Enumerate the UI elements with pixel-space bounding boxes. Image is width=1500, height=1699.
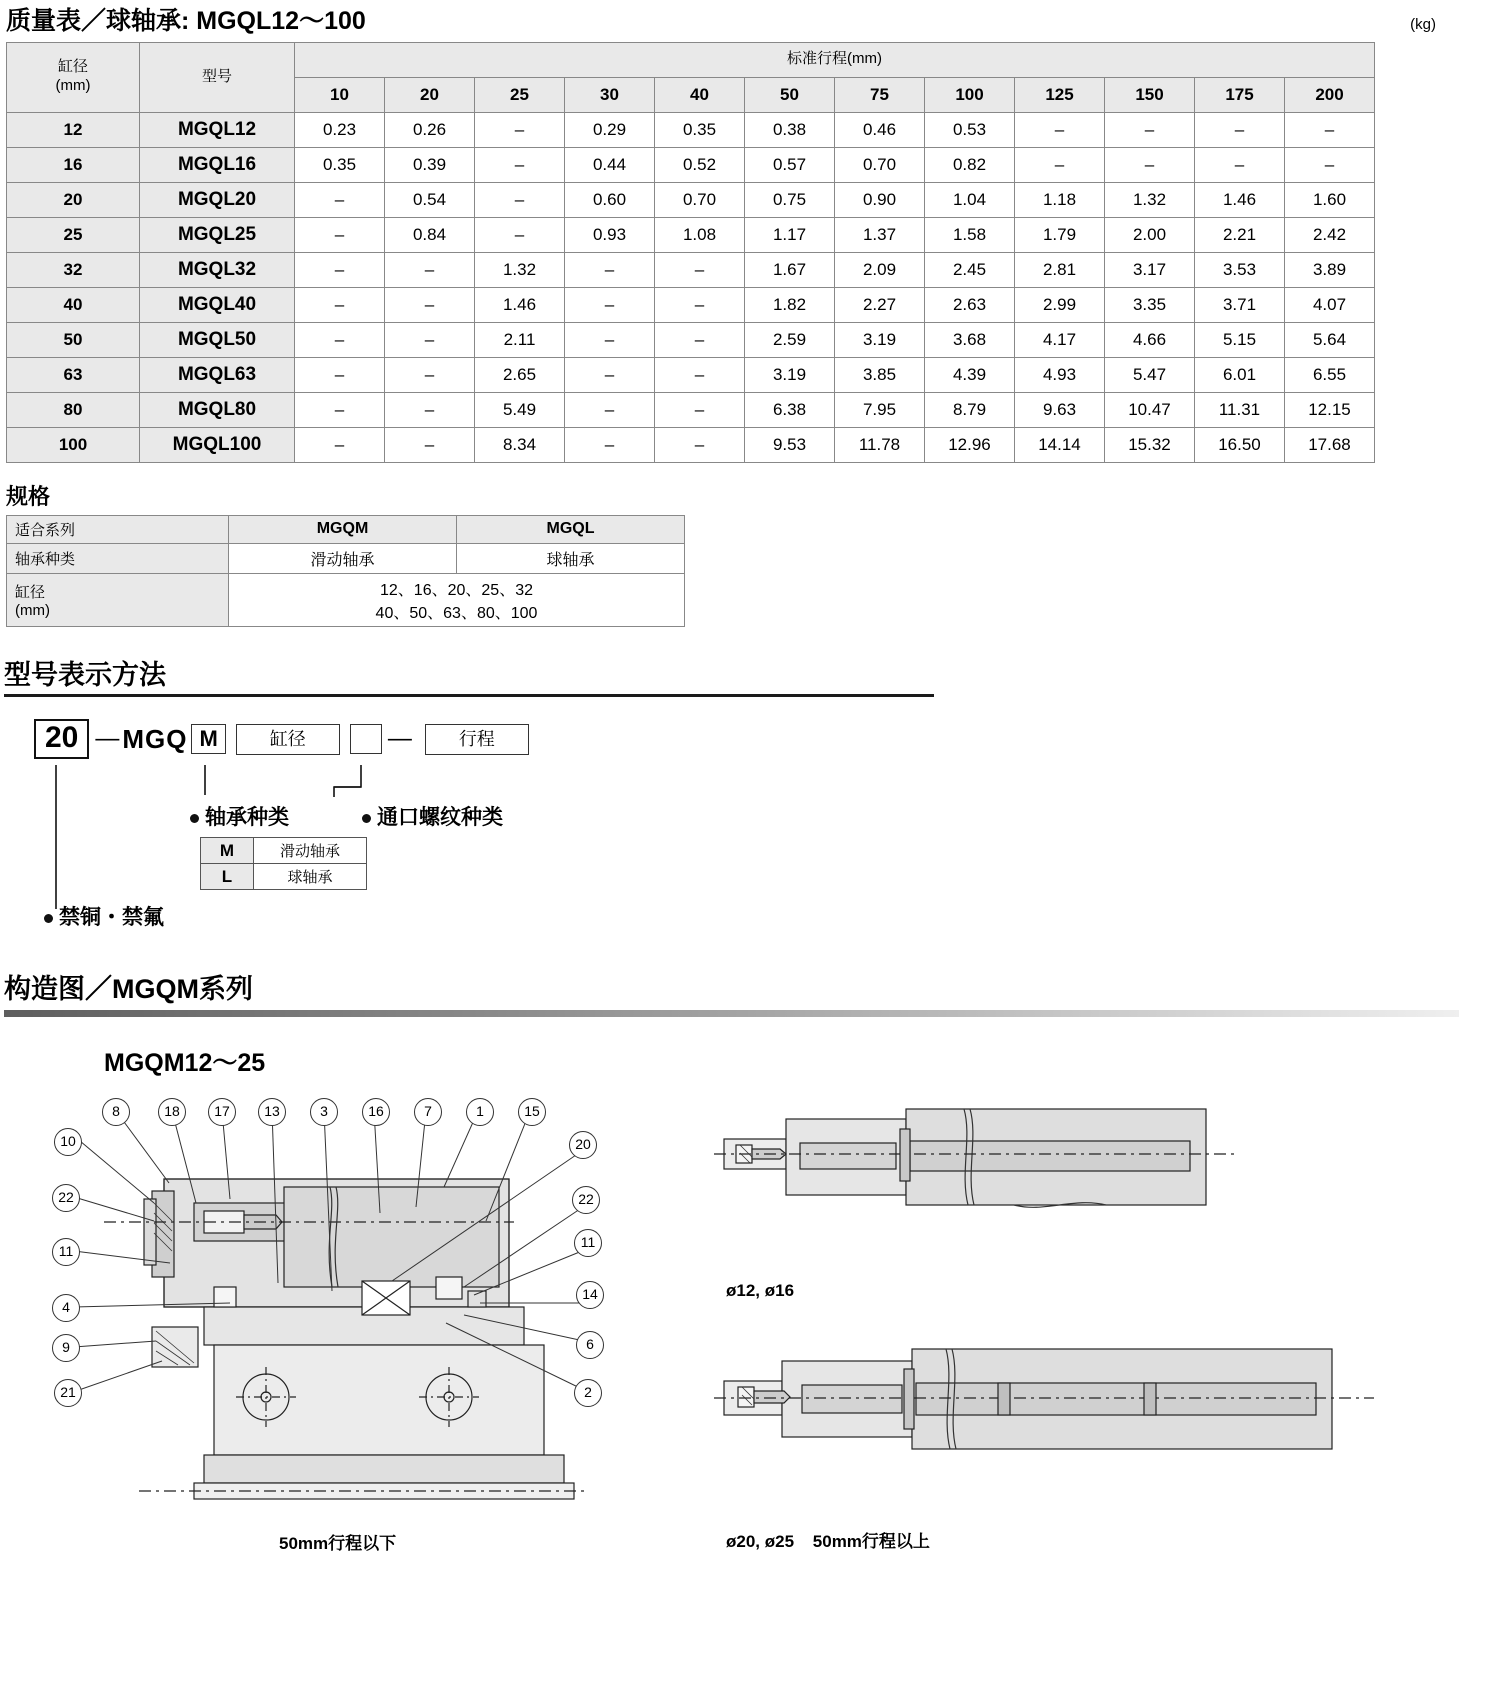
cell-mass: – bbox=[1015, 112, 1105, 147]
cell-mass: 3.53 bbox=[1195, 252, 1285, 287]
callout-16: 16 bbox=[362, 1098, 390, 1126]
cell-mass: 0.26 bbox=[385, 112, 475, 147]
cell-mass: 1.04 bbox=[925, 182, 1015, 217]
cell-mass: – bbox=[655, 252, 745, 287]
cell-mass: 6.55 bbox=[1285, 357, 1375, 392]
sub-figure-1-caption: ø12, ø16 bbox=[726, 1281, 795, 1301]
bullet-icon bbox=[44, 914, 53, 923]
cell-mass: 1.46 bbox=[1195, 182, 1285, 217]
cell-mass: 0.70 bbox=[655, 182, 745, 217]
table-row bbox=[7, 543, 685, 573]
stroke-col-10: 10 bbox=[295, 77, 385, 112]
spec-section-title: 规格 bbox=[6, 483, 51, 509]
cell-bore: 25 bbox=[7, 217, 140, 252]
cell-mass: 2.27 bbox=[835, 287, 925, 322]
bearing-type-table bbox=[200, 837, 367, 890]
cell-mass: – bbox=[1105, 147, 1195, 182]
cell-mass: 2.21 bbox=[1195, 217, 1285, 252]
bullet-icon bbox=[362, 814, 371, 823]
table-row bbox=[7, 515, 685, 543]
model-code-dash-2: — bbox=[387, 725, 412, 753]
cell-mass: 0.93 bbox=[565, 217, 655, 252]
main-figure-caption: 50mm行程以下 bbox=[279, 1534, 397, 1554]
cell-mass: – bbox=[565, 322, 655, 357]
cell-mass: 1.82 bbox=[745, 287, 835, 322]
sub-figure-2-caption: ø20, ø25 50mm行程以上 bbox=[726, 1532, 930, 1552]
cell-mass: – bbox=[655, 322, 745, 357]
table-row bbox=[7, 427, 1375, 462]
cell-mass: 2.63 bbox=[925, 287, 1015, 322]
label-no-copper-no-fluorine: 禁铜・禁氟 bbox=[44, 901, 164, 931]
cell-mass: – bbox=[385, 392, 475, 427]
cell-mass: – bbox=[565, 252, 655, 287]
stroke-col-125: 125 bbox=[1015, 77, 1105, 112]
spec-series-mgqm: MGQM bbox=[229, 515, 457, 543]
cell-mass: 3.71 bbox=[1195, 287, 1285, 322]
cell-mass: – bbox=[475, 112, 565, 147]
cell-mass: 0.52 bbox=[655, 147, 745, 182]
cell-mass: 3.19 bbox=[835, 322, 925, 357]
stroke-col-200: 200 bbox=[1285, 77, 1375, 112]
cell-mass: 4.93 bbox=[1015, 357, 1105, 392]
bearing-value-l: 球轴承 bbox=[254, 864, 367, 890]
cell-mass: 2.42 bbox=[1285, 217, 1375, 252]
cell-mass: 4.07 bbox=[1285, 287, 1375, 322]
table-row bbox=[7, 392, 1375, 427]
cell-mass: – bbox=[295, 252, 385, 287]
cell-mass: – bbox=[565, 392, 655, 427]
cell-mass: 5.47 bbox=[1105, 357, 1195, 392]
model-code-diagram bbox=[4, 719, 934, 949]
sub-figure-2-drawing bbox=[714, 1341, 1394, 1511]
table-row bbox=[7, 182, 1375, 217]
spec-bore-values: 12、16、20、25、32 40、50、63、80、100 bbox=[229, 573, 685, 626]
cell-mass: 2.00 bbox=[1105, 217, 1195, 252]
cell-mass: 9.53 bbox=[745, 427, 835, 462]
divider bbox=[4, 694, 934, 697]
callout-8: 8 bbox=[102, 1098, 130, 1126]
table-row bbox=[7, 252, 1375, 287]
callout-11-left: 11 bbox=[52, 1238, 80, 1266]
col-header-bore: 缸径 (mm) bbox=[7, 42, 140, 112]
cell-mass: 3.35 bbox=[1105, 287, 1195, 322]
stroke-col-75: 75 bbox=[835, 77, 925, 112]
cell-mass: 1.60 bbox=[1285, 182, 1375, 217]
callout-6: 6 bbox=[576, 1331, 604, 1359]
cell-mass: – bbox=[655, 392, 745, 427]
cell-mass: 0.46 bbox=[835, 112, 925, 147]
cell-mass: – bbox=[1015, 147, 1105, 182]
cell-mass: 16.50 bbox=[1195, 427, 1285, 462]
cell-bore: 20 bbox=[7, 182, 140, 217]
divider-gradient bbox=[4, 1010, 1459, 1017]
cell-mass: – bbox=[1195, 112, 1285, 147]
cell-model: MGQL12 bbox=[140, 112, 295, 147]
spec-series-mgql: MGQL bbox=[457, 515, 685, 543]
cell-mass: – bbox=[1195, 147, 1285, 182]
cell-mass: 9.63 bbox=[1015, 392, 1105, 427]
cell-mass: – bbox=[295, 182, 385, 217]
cell-mass: 12.15 bbox=[1285, 392, 1375, 427]
cell-mass: 4.66 bbox=[1105, 322, 1195, 357]
cell-model: MGQL63 bbox=[140, 357, 295, 392]
cell-mass: – bbox=[655, 427, 745, 462]
mass-table-section bbox=[0, 0, 1500, 463]
cell-mass: – bbox=[1285, 147, 1375, 182]
spec-row-label-series: 适合系列 bbox=[7, 515, 229, 543]
cell-mass: – bbox=[295, 427, 385, 462]
table-row bbox=[7, 217, 1375, 252]
cell-model: MGQL50 bbox=[140, 322, 295, 357]
table-row bbox=[7, 147, 1375, 182]
cell-bore: 100 bbox=[7, 427, 140, 462]
cell-mass: 0.82 bbox=[925, 147, 1015, 182]
cell-mass: 0.39 bbox=[385, 147, 475, 182]
cell-mass: – bbox=[565, 287, 655, 322]
bearing-key-l: L bbox=[201, 864, 254, 890]
model-code-stroke-box: 行程 bbox=[425, 724, 529, 756]
cell-mass: 17.68 bbox=[1285, 427, 1375, 462]
cell-mass: – bbox=[475, 182, 565, 217]
table-row bbox=[7, 112, 1375, 147]
cell-mass: – bbox=[655, 287, 745, 322]
spec-bearing-mgql: 球轴承 bbox=[457, 543, 685, 573]
cell-mass: – bbox=[655, 357, 745, 392]
callout-9: 9 bbox=[52, 1334, 80, 1362]
cell-mass: 11.78 bbox=[835, 427, 925, 462]
cell-mass: 1.67 bbox=[745, 252, 835, 287]
cell-mass: 2.11 bbox=[475, 322, 565, 357]
cell-mass: 0.60 bbox=[565, 182, 655, 217]
cell-mass: 3.68 bbox=[925, 322, 1015, 357]
cell-mass: 0.90 bbox=[835, 182, 925, 217]
cell-mass: 1.32 bbox=[475, 252, 565, 287]
cell-mass: – bbox=[295, 217, 385, 252]
stroke-col-40: 40 bbox=[655, 77, 745, 112]
cell-mass: 1.17 bbox=[745, 217, 835, 252]
cell-model: MGQL40 bbox=[140, 287, 295, 322]
cell-bore: 16 bbox=[7, 147, 140, 182]
cell-mass: – bbox=[385, 322, 475, 357]
cell-mass: – bbox=[565, 427, 655, 462]
figure-title: MGQM12～25 bbox=[104, 1049, 266, 1078]
stroke-col-20: 20 bbox=[385, 77, 475, 112]
cell-mass: 0.54 bbox=[385, 182, 475, 217]
cell-mass: 4.39 bbox=[925, 357, 1015, 392]
cell-mass: – bbox=[1105, 112, 1195, 147]
page-title: 质量表／球轴承: MGQL12～100 bbox=[6, 7, 366, 35]
callout-22-right: 22 bbox=[572, 1186, 600, 1214]
stroke-col-175: 175 bbox=[1195, 77, 1285, 112]
cell-mass: 1.37 bbox=[835, 217, 925, 252]
cell-mass: 3.19 bbox=[745, 357, 835, 392]
cell-mass: 8.34 bbox=[475, 427, 565, 462]
cell-mass: 0.35 bbox=[295, 147, 385, 182]
main-cross-section-drawing bbox=[44, 1091, 744, 1561]
spec-table bbox=[6, 515, 685, 627]
label-bearing-type: 轴承种类 bbox=[190, 801, 289, 831]
cell-mass: – bbox=[295, 392, 385, 427]
cell-mass: 0.44 bbox=[565, 147, 655, 182]
table-header-row bbox=[7, 42, 1375, 77]
col-header-model: 型号 bbox=[140, 42, 295, 112]
cell-model: MGQL80 bbox=[140, 392, 295, 427]
callout-15: 15 bbox=[518, 1098, 546, 1126]
callout-20: 20 bbox=[569, 1131, 597, 1159]
callout-7: 7 bbox=[414, 1098, 442, 1126]
cell-mass: – bbox=[1285, 112, 1375, 147]
callout-2: 2 bbox=[574, 1379, 602, 1407]
cell-mass: 1.18 bbox=[1015, 182, 1105, 217]
col-header-stroke: 标准行程(mm) bbox=[295, 42, 1375, 77]
stroke-col-150: 150 bbox=[1105, 77, 1195, 112]
cell-mass: 6.38 bbox=[745, 392, 835, 427]
stroke-col-30: 30 bbox=[565, 77, 655, 112]
model-code-dash-1: — bbox=[95, 725, 120, 753]
cell-mass: – bbox=[475, 147, 565, 182]
cell-mass: 1.79 bbox=[1015, 217, 1105, 252]
cell-mass: 3.89 bbox=[1285, 252, 1375, 287]
figure-area bbox=[4, 1091, 1464, 1571]
callout-22-left: 22 bbox=[52, 1184, 80, 1212]
callout-18: 18 bbox=[158, 1098, 186, 1126]
cell-mass: 5.49 bbox=[475, 392, 565, 427]
mass-unit-label: (kg) bbox=[1410, 15, 1436, 33]
cell-mass: 2.65 bbox=[475, 357, 565, 392]
cell-bore: 32 bbox=[7, 252, 140, 287]
cell-mass: 1.32 bbox=[1105, 182, 1195, 217]
table-row bbox=[7, 357, 1375, 392]
cell-mass: – bbox=[385, 427, 475, 462]
callout-4: 4 bbox=[52, 1294, 80, 1322]
cell-bore: 40 bbox=[7, 287, 140, 322]
cell-mass: – bbox=[295, 357, 385, 392]
model-code-row bbox=[34, 719, 529, 759]
cell-model: MGQL32 bbox=[140, 252, 295, 287]
cell-mass: – bbox=[385, 287, 475, 322]
cell-mass: 6.01 bbox=[1195, 357, 1285, 392]
callout-13: 13 bbox=[258, 1098, 286, 1126]
mass-table-header bbox=[6, 8, 1436, 36]
structure-section-title: 构造图／MGQM系列 bbox=[4, 974, 253, 1005]
cell-mass: 12.96 bbox=[925, 427, 1015, 462]
callout-21: 21 bbox=[54, 1379, 82, 1407]
cell-mass: 1.08 bbox=[655, 217, 745, 252]
cell-mass: 1.46 bbox=[475, 287, 565, 322]
spec-row-label-bore: 缸径 (mm) bbox=[7, 573, 229, 626]
cell-mass: – bbox=[475, 217, 565, 252]
cell-mass: 5.15 bbox=[1195, 322, 1285, 357]
stroke-col-50: 50 bbox=[745, 77, 835, 112]
cell-mass: 0.38 bbox=[745, 112, 835, 147]
cell-mass: 0.57 bbox=[745, 147, 835, 182]
cell-mass: 15.32 bbox=[1105, 427, 1195, 462]
cell-mass: 0.75 bbox=[745, 182, 835, 217]
bullet-icon bbox=[190, 814, 199, 823]
model-code-section bbox=[0, 627, 1500, 950]
model-code-bore-box: 缸径 bbox=[236, 724, 340, 756]
label-thread-type: 通口螺纹种类 bbox=[362, 801, 503, 831]
stroke-col-100: 100 bbox=[925, 77, 1015, 112]
model-code-bearing-box: M bbox=[191, 724, 225, 754]
cell-mass: 10.47 bbox=[1105, 392, 1195, 427]
structure-section bbox=[0, 949, 1500, 1571]
cell-bore: 63 bbox=[7, 357, 140, 392]
table-row bbox=[7, 322, 1375, 357]
model-code-title: 型号表示方法 bbox=[4, 659, 166, 690]
bearing-value-m: 滑动轴承 bbox=[254, 838, 367, 864]
cell-mass: 3.85 bbox=[835, 357, 925, 392]
cell-mass: 0.29 bbox=[565, 112, 655, 147]
cell-model: MGQL16 bbox=[140, 147, 295, 182]
callout-17: 17 bbox=[208, 1098, 236, 1126]
cell-mass: 2.45 bbox=[925, 252, 1015, 287]
cell-bore: 50 bbox=[7, 322, 140, 357]
cell-mass: – bbox=[385, 357, 475, 392]
cell-mass: – bbox=[385, 252, 475, 287]
sub-figure-1-drawing bbox=[714, 1101, 1274, 1261]
table-row bbox=[201, 838, 367, 864]
cell-mass: 1.58 bbox=[925, 217, 1015, 252]
cell-mass: 2.99 bbox=[1015, 287, 1105, 322]
cell-mass: 0.70 bbox=[835, 147, 925, 182]
cell-mass: 8.79 bbox=[925, 392, 1015, 427]
callout-11-right: 11 bbox=[574, 1229, 602, 1257]
cell-bore: 80 bbox=[7, 392, 140, 427]
model-code-thread-box bbox=[350, 724, 382, 754]
cell-mass: 0.84 bbox=[385, 217, 475, 252]
spec-bearing-mgqm: 滑动轴承 bbox=[229, 543, 457, 573]
table-row bbox=[7, 287, 1375, 322]
cell-mass: – bbox=[295, 322, 385, 357]
callout-10: 10 bbox=[54, 1128, 82, 1156]
bearing-key-m: M bbox=[201, 838, 254, 864]
callout-1: 1 bbox=[466, 1098, 494, 1126]
cell-mass: 5.64 bbox=[1285, 322, 1375, 357]
model-code-prefix: 20 bbox=[34, 719, 89, 759]
cell-mass: – bbox=[295, 287, 385, 322]
cell-mass: 3.17 bbox=[1105, 252, 1195, 287]
cell-mass: 2.09 bbox=[835, 252, 925, 287]
cell-mass: 11.31 bbox=[1195, 392, 1285, 427]
model-code-series: MGQ bbox=[122, 723, 188, 754]
cell-mass: 2.59 bbox=[745, 322, 835, 357]
cell-mass: 0.23 bbox=[295, 112, 385, 147]
cell-model: MGQL25 bbox=[140, 217, 295, 252]
cell-mass: 14.14 bbox=[1015, 427, 1105, 462]
cell-mass: 7.95 bbox=[835, 392, 925, 427]
callout-14: 14 bbox=[576, 1281, 604, 1309]
mass-table bbox=[6, 42, 1375, 463]
cell-mass: 0.53 bbox=[925, 112, 1015, 147]
cell-mass: 0.35 bbox=[655, 112, 745, 147]
cell-model: MGQL20 bbox=[140, 182, 295, 217]
cell-model: MGQL100 bbox=[140, 427, 295, 462]
cell-mass: 4.17 bbox=[1015, 322, 1105, 357]
table-row bbox=[7, 573, 685, 626]
table-row bbox=[201, 864, 367, 890]
spec-row-label-bearing: 轴承种类 bbox=[7, 543, 229, 573]
stroke-col-25: 25 bbox=[475, 77, 565, 112]
spec-section bbox=[0, 463, 1500, 627]
cell-mass: – bbox=[565, 357, 655, 392]
callout-3: 3 bbox=[310, 1098, 338, 1126]
cell-mass: 2.81 bbox=[1015, 252, 1105, 287]
cell-bore: 12 bbox=[7, 112, 140, 147]
